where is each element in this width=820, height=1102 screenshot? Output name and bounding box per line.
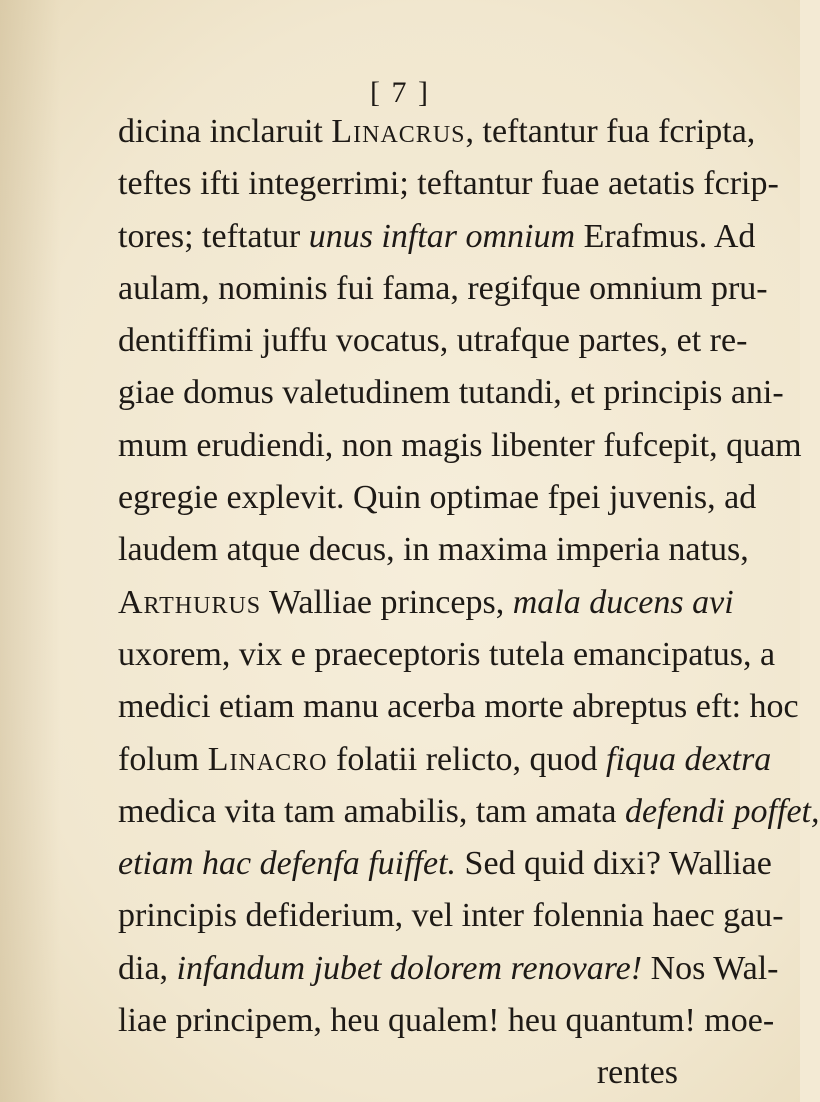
text-run: rentes bbox=[596, 1054, 678, 1092]
italic-phrase: fiqua dextra bbox=[606, 740, 772, 778]
text-run: egregie explevit. Quin optimae fpei juvenis, ad bbox=[118, 479, 757, 517]
text-line bbox=[118, 158, 779, 210]
text-line bbox=[118, 472, 757, 524]
text-line bbox=[118, 367, 784, 419]
text-line bbox=[118, 890, 784, 942]
text-run: principis defiderium, vel inter folennia haec gau- bbox=[118, 897, 784, 935]
page-edge-shadow bbox=[0, 0, 60, 1102]
body-text bbox=[118, 106, 820, 1100]
italic-phrase: unus inftar omnium bbox=[308, 217, 576, 255]
text-line bbox=[118, 629, 776, 681]
name-linacrus: Linacrus bbox=[331, 113, 466, 150]
text-run: giae domus valetudinem tutandi, et principis ani- bbox=[118, 374, 784, 412]
text-run: mum erudiendi, non magis libenter fufcepit, quam bbox=[118, 426, 802, 464]
text-line bbox=[118, 577, 734, 629]
text-run: aulam, nominis fui fama, regifque omnium pru- bbox=[118, 269, 768, 307]
text-run: Nos Wal- bbox=[642, 949, 779, 987]
text-run: Erafmus. Ad bbox=[575, 217, 756, 255]
name-linacro: Linacro bbox=[207, 740, 328, 778]
text-run: Sed quid dixi? Walliae bbox=[456, 845, 772, 883]
text-run: tores; teftatur bbox=[118, 217, 309, 255]
text-line bbox=[118, 681, 799, 733]
text-run: Walliae princeps, bbox=[261, 583, 513, 621]
text-run: laudem atque decus, in maxima imperia natus, bbox=[118, 531, 749, 569]
text-line bbox=[118, 420, 802, 472]
page-number: [ 7 ] bbox=[370, 76, 430, 109]
text-run: medici etiam manu acerba morte abreptus eft: hoc bbox=[118, 688, 799, 726]
text-line bbox=[118, 524, 749, 576]
text-line bbox=[118, 786, 820, 838]
text-line bbox=[118, 838, 772, 890]
text-run: teftes ifti integerrimi; teftantur fuae aetatis fcrip- bbox=[118, 165, 779, 203]
text-run: uxorem, vix e praeceptoris tutela emancipatus, a bbox=[118, 635, 776, 673]
text-run: folum bbox=[118, 740, 208, 778]
text-run: dia, bbox=[118, 949, 177, 987]
text-line bbox=[118, 315, 748, 367]
italic-phrase: etiam hac defenfa fuiffet. bbox=[118, 845, 457, 883]
name-arthurus: Arthurus bbox=[118, 583, 262, 621]
text-line bbox=[118, 943, 779, 995]
text-line bbox=[118, 734, 772, 786]
italic-phrase: infandum jubet dolorem renovare! bbox=[176, 949, 643, 987]
text-line bbox=[118, 211, 756, 263]
text-run: dentiffimi juffu vocatus, utrafque partes, et re- bbox=[118, 322, 748, 360]
text-line bbox=[118, 106, 756, 158]
text-run: dicina inclaruit bbox=[118, 113, 332, 150]
text-run: medica vita tam amabilis, tam amata bbox=[118, 792, 625, 830]
italic-phrase: defendi poffet, bbox=[624, 792, 820, 830]
text-line bbox=[118, 995, 775, 1047]
text-run: folatii relicto, quod bbox=[327, 740, 607, 778]
catchword bbox=[118, 1047, 678, 1099]
italic-phrase: mala ducens avi bbox=[512, 583, 734, 621]
text-run: , teftantur fua fcripta, bbox=[465, 113, 756, 150]
text-run: liae principem, heu qualem! heu quantum! moe- bbox=[118, 1002, 775, 1040]
text-line bbox=[118, 263, 768, 315]
